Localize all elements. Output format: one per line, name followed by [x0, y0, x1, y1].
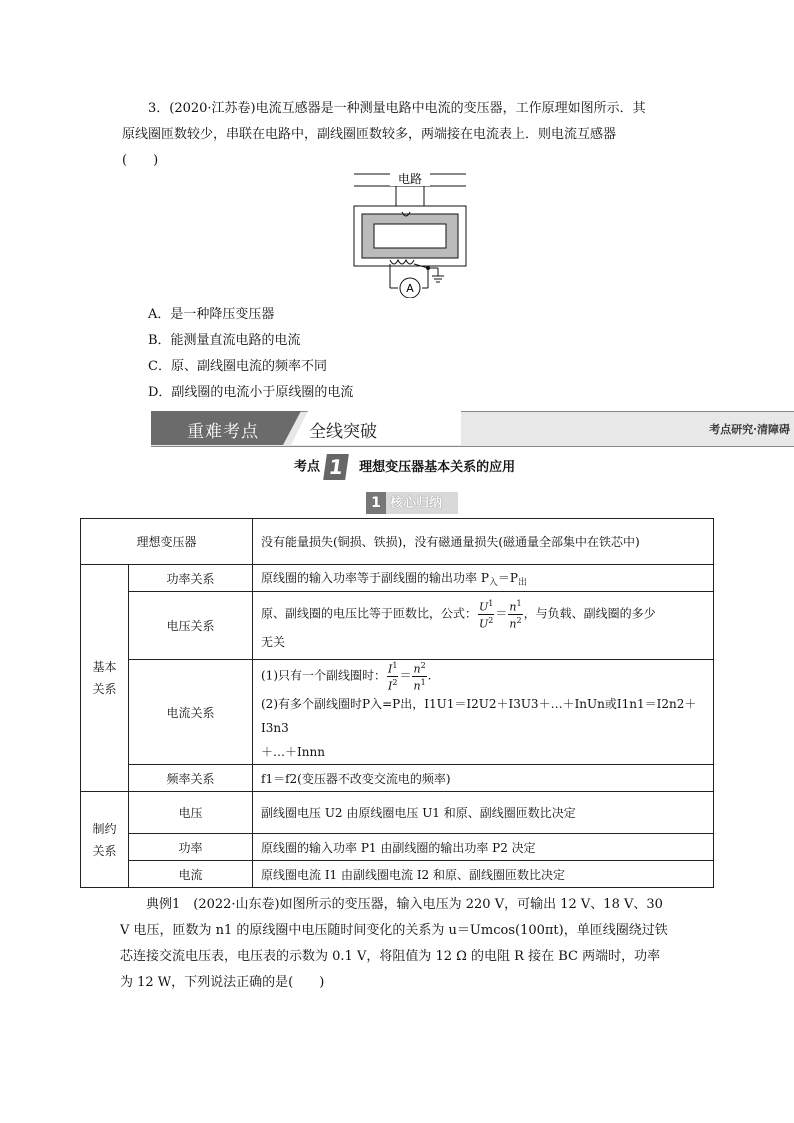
constraint-voltage-text: 副线圈电压 U2 由原线圈电压 U1 和原、副线圈匝数比决定: [253, 792, 714, 834]
example-line4: 为 12 W，下列说法正确的是( ): [120, 975, 325, 990]
transformer-relations-table: [80, 518, 714, 888]
voltage-relation-text: 原、副线圈的电压比等于匝数比，公式： $\frac{U^1}{U^2}$ ＝ $\frac{n^1}{n^2}$ ，与负载、副线圈的多少 无关: [253, 592, 714, 660]
banner-right: 考点研究·清障碍: [709, 423, 790, 436]
constraint-power-label: 功率: [129, 834, 253, 861]
example-line2: V 电压，匝数为 n1 的原线圈中电压随时间变化的关系为 u＝Umcos(100πt)，单匝线圈绕过铁: [120, 923, 668, 938]
constraint-current-text: 原线圈电流 I1 由副线圈电流 I2 和原、副线圈匝数比决定: [253, 861, 714, 888]
frequency-relation-label: 频率关系: [129, 765, 253, 792]
table-row: [81, 519, 714, 565]
ideal-transformer-text: 没有能量损失(铜损、铁损)，没有磁通量损失(磁通量全部集中在铁芯中): [253, 519, 714, 565]
table-row: [81, 565, 714, 592]
current-transformer-figure: [352, 168, 468, 298]
table-row: [81, 861, 714, 888]
q3-line3: ( ): [122, 153, 159, 168]
option-a: A．是一种降压变压器: [148, 307, 275, 322]
current-relation-text: (1)只有一个副线圈时： $\frac{I^1}{I^2}$ ＝ $\frac{n^2}{n^1}$ . (2)有多个副线圈时P入=P出，I1U1＝I2U2＋I3U3＋…＋InUn或I1n1＝I2n2＋I3n3 ＋…＋Innn: [253, 660, 714, 765]
constraint-relations-label: 制约关系: [81, 792, 129, 888]
core-summary-badge: [366, 492, 458, 514]
topic-title: 理想变压器基本关系的应用: [359, 459, 516, 475]
example-line3: 芯连接交流电压表，电压表的示数为 0.1 V，将阻值为 12 Ω 的电阻 R 接在 BC 两端时，功率: [120, 949, 661, 964]
option-b: B．能测量直流电路的电流: [148, 333, 301, 348]
frequency-relation-text: f1＝f2(变压器不改变交流电的频率): [253, 765, 714, 792]
ideal-transformer-label: 理想变压器: [81, 519, 253, 565]
example-line1: 典例1 (2022·山东卷)如图所示的变压器，输入电压为 220 V，可输出 12 V、18 V、30: [146, 897, 663, 912]
table-row: [81, 592, 714, 660]
sub-title: 核心归纳: [390, 496, 443, 511]
topic-number-badge: 1: [323, 454, 349, 480]
constraint-current-label: 电流: [129, 861, 253, 888]
topic-heading: [294, 454, 515, 480]
voltage-relation-label: 电压关系: [129, 592, 253, 660]
option-d: D．副线圈的电流小于原线圈的电流: [148, 385, 354, 400]
q3-stem: [122, 96, 748, 174]
ammeter-label: A: [406, 282, 414, 295]
table-row: [81, 660, 714, 765]
q3-options: [148, 302, 353, 406]
example-1: [120, 892, 746, 996]
current-relation-label: 电流关系: [129, 660, 253, 765]
topic-prefix: 考点: [294, 459, 321, 475]
circuit-label: 电路: [397, 172, 423, 186]
section-banner: [151, 411, 794, 445]
banner-title: 重难考点: [187, 422, 259, 442]
table-row: [81, 792, 714, 834]
q3-line1: 3．(2020·江苏卷)电流互感器是一种测量电路中电流的变压器，工作原理如图所示．其: [148, 101, 646, 116]
banner-subtitle: 全线突破: [309, 422, 377, 442]
constraint-voltage-label: 电压: [129, 792, 253, 834]
table-row: [81, 834, 714, 861]
option-c: C．原、副线圈电流的频率不同: [148, 359, 327, 374]
sub-number: 1: [366, 492, 386, 514]
power-relation-text: 原线圈的输入功率等于副线圈的输出功率 $P_入=P_出$: [253, 565, 714, 592]
table-row: [81, 765, 714, 792]
q3-line2: 原线圈匝数较少，串联在电路中，副线圈匝数较多，两端接在电流表上．则电流互感器: [122, 127, 617, 142]
basic-relations-label: 基本关系: [81, 565, 129, 792]
power-relation-label: 功率关系: [129, 565, 253, 592]
constraint-power-text: 原线圈的输入功率 P1 由副线圈的输出功率 P2 决定: [253, 834, 714, 861]
